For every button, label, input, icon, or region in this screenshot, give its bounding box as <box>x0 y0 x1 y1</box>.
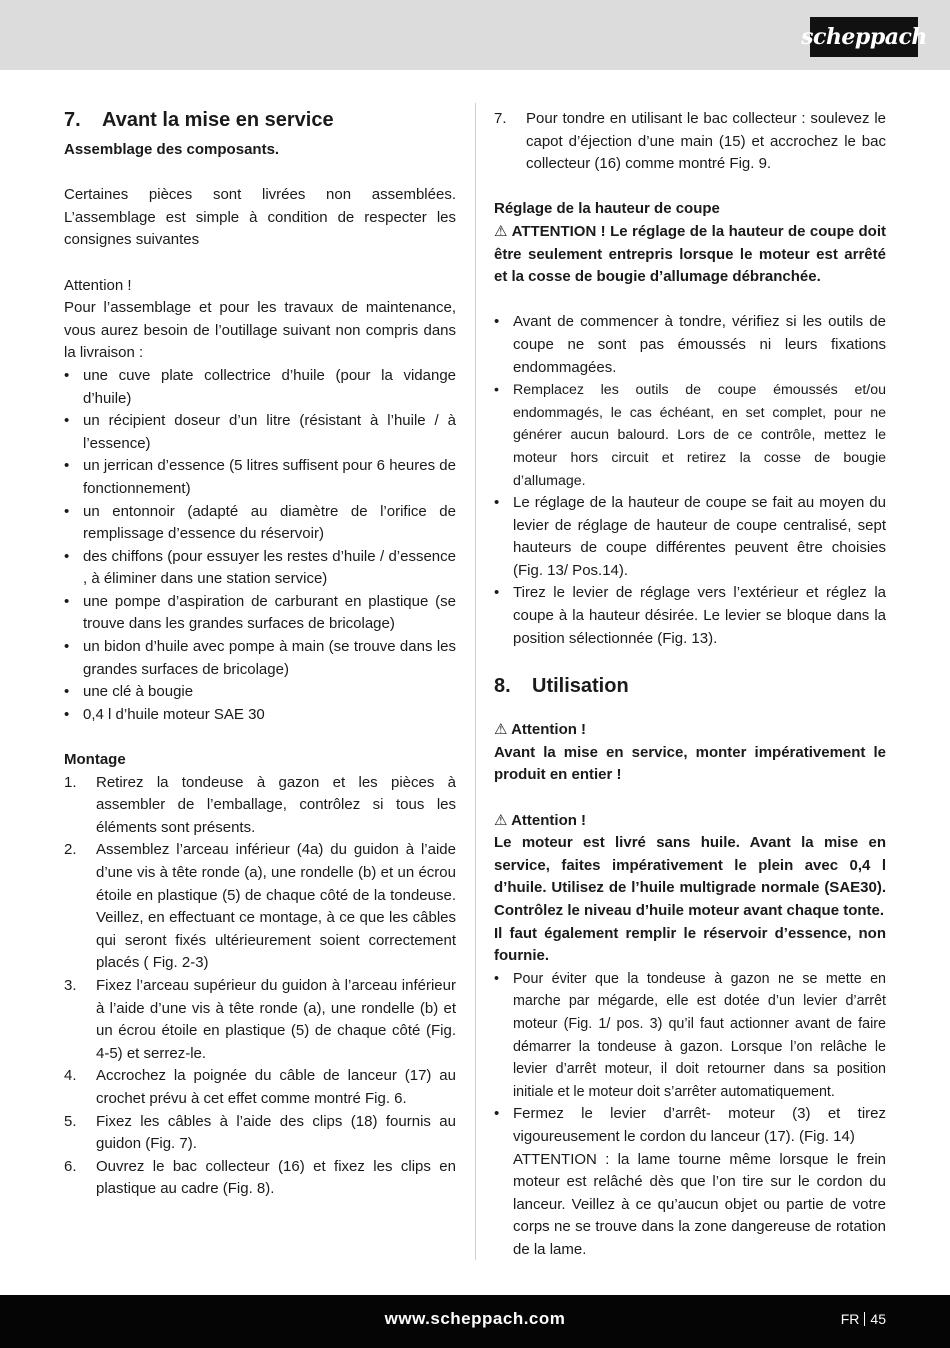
list-item: • Fermez le levier d’arrêt- moteur (3) et tirez vigoureusement le cordon du lanceur (17). (Fig. 14) ATTENTION : la lame tourne même lorsque le frein moteur est relâché dès que l’on tire sur le cordon du lanceur. Veillez à ce qu’aucun objet ou partie de votre corps ne se trouve dans la zone dangereuse de rotation de la lame. <box>494 1105 886 1258</box>
header-bar <box>0 0 950 70</box>
list-item: • un récipient doseur d’un litre (résistant à l’huile / à l’essence) <box>64 412 456 452</box>
list-item: • un entonnoir (adapté au diamètre de l’orifice de remplissage d’essence du réservoir) <box>64 502 456 543</box>
list-item: • des chiffons (pour essuyer les restes d’huile / d’essence , à éliminer dans une station service) <box>64 547 456 588</box>
height-warning: ⚠ ATTENTION ! Le réglage de la hauteur de coupe doit être seulement entrepris lorsque le moteur est arrêté et la cosse de bougie d’allumage débranchée. <box>494 222 886 286</box>
list-item: 6. Ouvrez le bac collecteur (16) et fixez les clips en plastique au cadre (Fig. 8). <box>64 1157 456 1198</box>
list-item: • Avant de commencer à tondre, vérifiez si les outils de coupe ne sont pas émoussés ni leurs fixations endommagées. <box>494 313 886 376</box>
list-item: • Le réglage de la hauteur de coupe se fait au moyen du levier de réglage de hauteur de coupe centralisé, sept hauteurs de coupe différentes peuvent être choisies (Fig. 13/ Pos.14). <box>494 494 886 579</box>
right-column <box>494 108 886 1262</box>
attention-2-text-fuel: Il faut également remplir le réservoir d’essence, non fournie. <box>494 924 886 965</box>
list-item: 1. Retirez la tondeuse à gazon et les pièces à assembler de l’emballage, contrôlez si tous les éléments sont présents. <box>64 773 456 836</box>
use-list <box>494 968 886 1262</box>
column-divider <box>475 103 476 1260</box>
height-adjust-title: Réglage de la hauteur de coupe <box>494 200 720 218</box>
section-heading-7: 7. Avant la mise en service <box>64 109 334 131</box>
tools-intro: Pour l’assemblage et pour les travaux de maintenance, vous aurez besoin de l’outillage suivant non compris dans la livraison : <box>64 299 456 362</box>
attention-label: Attention ! <box>64 276 132 294</box>
list-item: • 0,4 l d’huile moteur SAE 30 <box>64 705 265 723</box>
attention-1-text: Avant la mise en service, monter impérativement le produit en entier ! <box>494 743 886 784</box>
tools-list <box>64 365 456 727</box>
scheppach-logo: scheppach <box>810 17 918 57</box>
list-item: • Tirez le levier de réglage vers l’extérieur et réglez la coupe à la hauteur désirée. Le levier se bloque dans la position sélectionnée (Fig. 13). <box>494 584 886 647</box>
list-item: • une pompe d’aspiration de carburant en plastique (se trouve dans les grandes surfaces de bricolage) <box>64 592 456 633</box>
montage-title: Montage <box>64 751 126 769</box>
height-list <box>494 311 886 650</box>
list-item: 5. Fixez les câbles à l’aide des clips (18) fournis au guidon (Fig. 7). <box>64 1112 456 1153</box>
attention-2-title: ⚠ Attention ! <box>494 811 587 829</box>
footer-bar <box>0 1295 950 1348</box>
attention-1-title: ⚠ Attention ! <box>494 721 587 739</box>
assembly-subtitle: Assemblage des composants. <box>64 141 280 158</box>
warning-icon: ⚠ <box>494 222 508 240</box>
montage-steps-continued <box>494 108 886 176</box>
section-heading-8: 8. Utilisation <box>494 675 629 698</box>
list-item: • Pour éviter que la tondeuse à gazon ne se mette en marche par mégarde, elle est dotée d’un levier d’arrêt moteur (Fig. 1/ pos. 3) qu’il faut actionner avant de faire démarrer la tondeuse à gazon. Lorsque l’on relâche le levier d’arrêt moteur, il doit retourner dans sa position initiale et le moteur doit s’arrêter automatiquement. <box>494 970 886 1100</box>
website-link[interactable]: www.scheppach.com <box>384 1309 566 1328</box>
warning-icon: ⚠ <box>494 721 508 739</box>
assembly-intro: Certaines pièces sont livrées non assemblées. L’assemblage est simple à condition de respecter les consignes suivantes <box>64 186 456 249</box>
warning-icon: ⚠ <box>494 811 508 829</box>
page-number: FR 45 <box>840 1311 886 1327</box>
attention-2-text: Le moteur est livré sans huile. Avant la mise en service, faites impérativement le plein avec 0,4 l d’huile. Utilisez de l’huile multigrade normale (SAE30). Contrôlez le niveau d’huile moteur avant chaque tonte. <box>494 834 886 919</box>
list-item: 7. Pour tondre en utilisant le bac collecteur : soulevez le capot d’éjection d’une main (15) et accrochez le bac collecteur (16) comme montré Fig. 9. <box>494 110 886 173</box>
list-item: • un bidon d’huile avec pompe à main (se trouve dans les grandes surfaces de bricolage) <box>64 638 456 678</box>
list-item: • une clé à bougie <box>64 683 194 701</box>
list-item: 3. Fixez l’arceau supérieur du guidon à l’arceau inférieur à l’aide d’une vis à tête ronde (a), une rondelle (b) et un écrou étoile en plastique (5) de chaque côté (Fig. 4-5) et serrez-le. <box>64 976 456 1062</box>
montage-steps <box>64 772 456 1201</box>
list-item: • une cuve plate collectrice d’huile (pour la vidange d’huile) <box>64 366 456 407</box>
list-item: 2. Assemblez l’arceau inférieur (4a) du guidon à l’aide d’une vis à tête ronde (a), une rondelle (b) et un écrou étoile en plastique (5) de chaque côté de la tondeuse. Veillez, en effectuant ce montage, à ce que les câbles qui seront fixés ultérieurement soient correctement placés ( Fig. 2-3) <box>64 841 456 972</box>
list-item: • Remplacez les outils de coupe émoussés et/ou endommagés, le cas échéant, en set complet, pour ne générer aucun balourd. Lors de ce contrôle, mettez le moteur hors circuit et retirez la cosse de bougie d’allumage. <box>494 382 886 489</box>
list-item: 4. Accrochez la poignée du câble de lanceur (17) au crochet prévu à cet effet comme montré Fig. 6. <box>64 1067 456 1107</box>
list-item: • un jerrican d’essence (5 litres suffisent pour 6 heures de fonctionnement) <box>64 457 456 497</box>
left-column <box>64 108 456 1201</box>
